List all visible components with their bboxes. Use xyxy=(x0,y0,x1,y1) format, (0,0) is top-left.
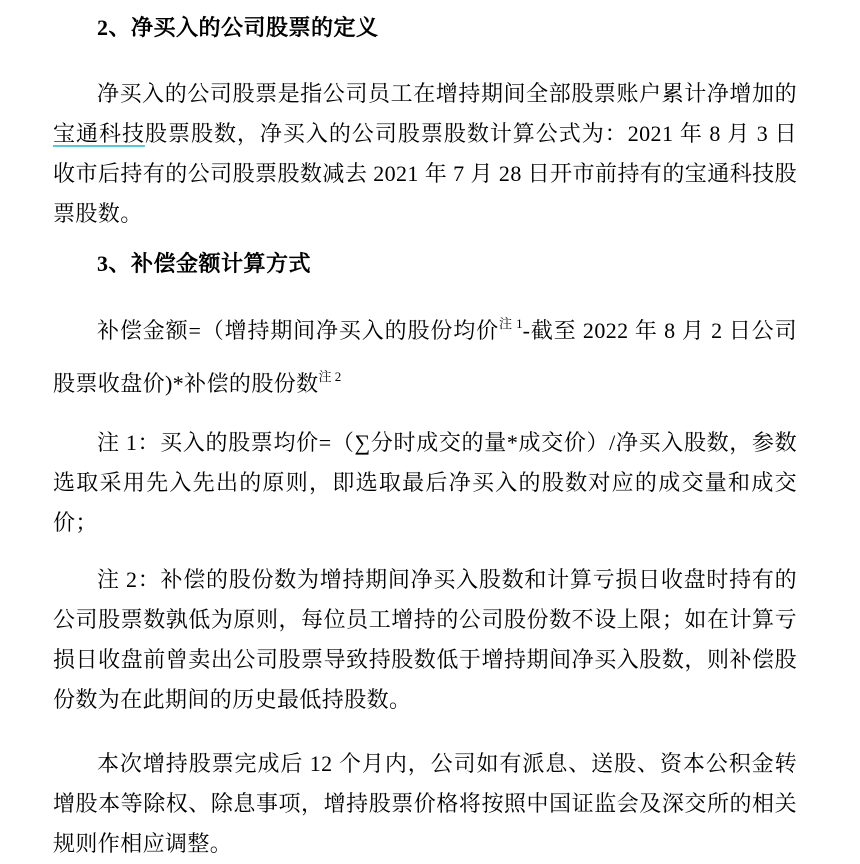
note-2-superscript: 注 2 xyxy=(318,369,342,384)
paragraph-net-purchase-definition xyxy=(53,74,797,234)
heading-compensation-method: 3、补偿金额计算方式 xyxy=(97,251,312,276)
heading-net-purchase-definition: 2、净买入的公司股票的定义 xyxy=(97,15,379,40)
paragraph-adjustment: 本次增持股票完成后 12 个月内，公司如有派息、送股、资本公积金转增股本等除权、除息事项，增持股票价格将按照中国证监会及深交所的相关规则作相应调整。 xyxy=(53,751,797,856)
paragraph-text-before-link: 净买入的公司股票是指公司员工在增持期间全部股票账户累计净增加的 xyxy=(97,81,797,106)
formula-text-part1: 补偿金额=（增持期间净买入的股份均价 xyxy=(97,318,499,343)
paragraph-compensation-formula xyxy=(53,304,797,410)
paragraph-text-after-link: 股票股数，净买入的公司股票股数计算公式为：2021 年 8 月 3 日收市后持有的公司股票股数减去 2021 年 7 月 28 日开市前持有的宝通科技股票股数。 xyxy=(53,121,797,226)
note-1-superscript: 注 1 xyxy=(498,316,523,331)
paragraph-note-1: 注 1：买入的股票均价=（∑分时成交的量*成交价）/净买入股数，参数选取采用先入先出的原则，即选取最后净买入的股数对应的成交量和成交价； xyxy=(53,430,797,535)
baotong-tech-link[interactable]: 宝通科技 xyxy=(53,121,145,146)
formula-text-part2: -截至 2022 年 8 月 2 日公司股票收盘价)*补偿的股份数 xyxy=(53,318,797,396)
paragraph-note-2: 注 2：补偿的股份数为增持期间净买入股数和计算亏损日收盘时持有的公司股票数孰低为原则，每位员工增持的公司股份数不设上限；如在计算亏损日收盘前曾卖出公司股票导致持股数低于增持期间净买入股数，则补偿股份数为在此期间的历史最低持股数。 xyxy=(53,567,797,712)
